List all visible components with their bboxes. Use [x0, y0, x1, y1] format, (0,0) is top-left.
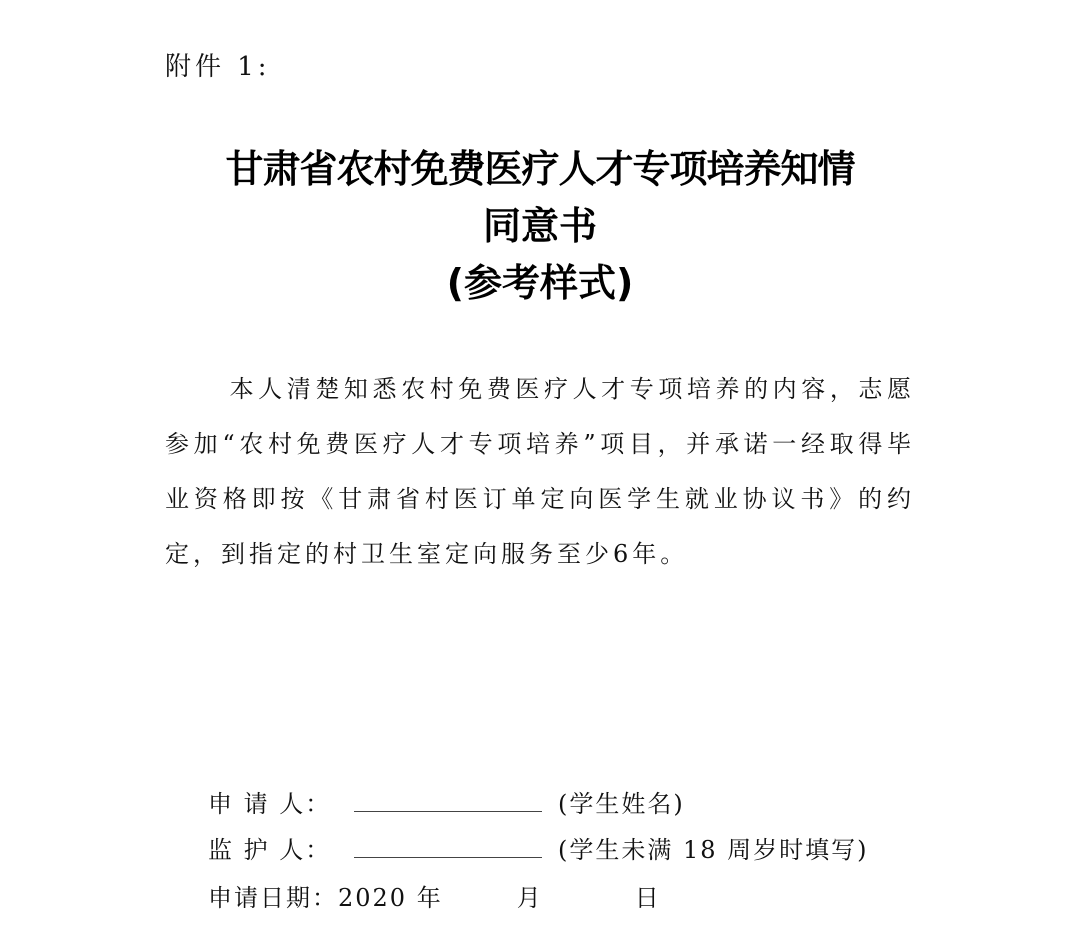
applicant-label: 申 请 人： [208, 790, 332, 818]
title-line-3: (参考样式) [446, 261, 634, 305]
applicant-name-field[interactable] [354, 785, 542, 812]
consent-paragraph [165, 362, 915, 582]
guardian-note: (学生未满 18 周岁时填写) [558, 836, 869, 864]
consent-text: 本人清楚知悉农村免费医疗人才专项培养的内容，志愿参加“农村免费医疗人才专项培养”项目，并承诺一经取得毕业资格即按《甘肃省村医订单定向医学生就业协议书》的约定，到指定的村卫生室定向服务至少6年。 [165, 375, 915, 568]
date-month: 月 [516, 884, 543, 912]
date-row [208, 878, 661, 918]
applicant-note: (学生姓名) [558, 790, 685, 818]
date-day: 日 [634, 884, 661, 912]
applicant-row [208, 784, 685, 824]
date-year: 2020 年 [338, 884, 443, 912]
title-line-2: 同意书 [482, 204, 597, 248]
attachment-label: 附件 1: [165, 52, 271, 82]
guardian-row [208, 830, 869, 870]
title-line-1: 甘肃省农村免费医疗人才专项培养知情 [225, 147, 855, 191]
guardian-label: 监 护 人： [208, 836, 332, 864]
date-label: 申请日期： [208, 884, 338, 912]
guardian-name-field[interactable] [354, 831, 542, 858]
